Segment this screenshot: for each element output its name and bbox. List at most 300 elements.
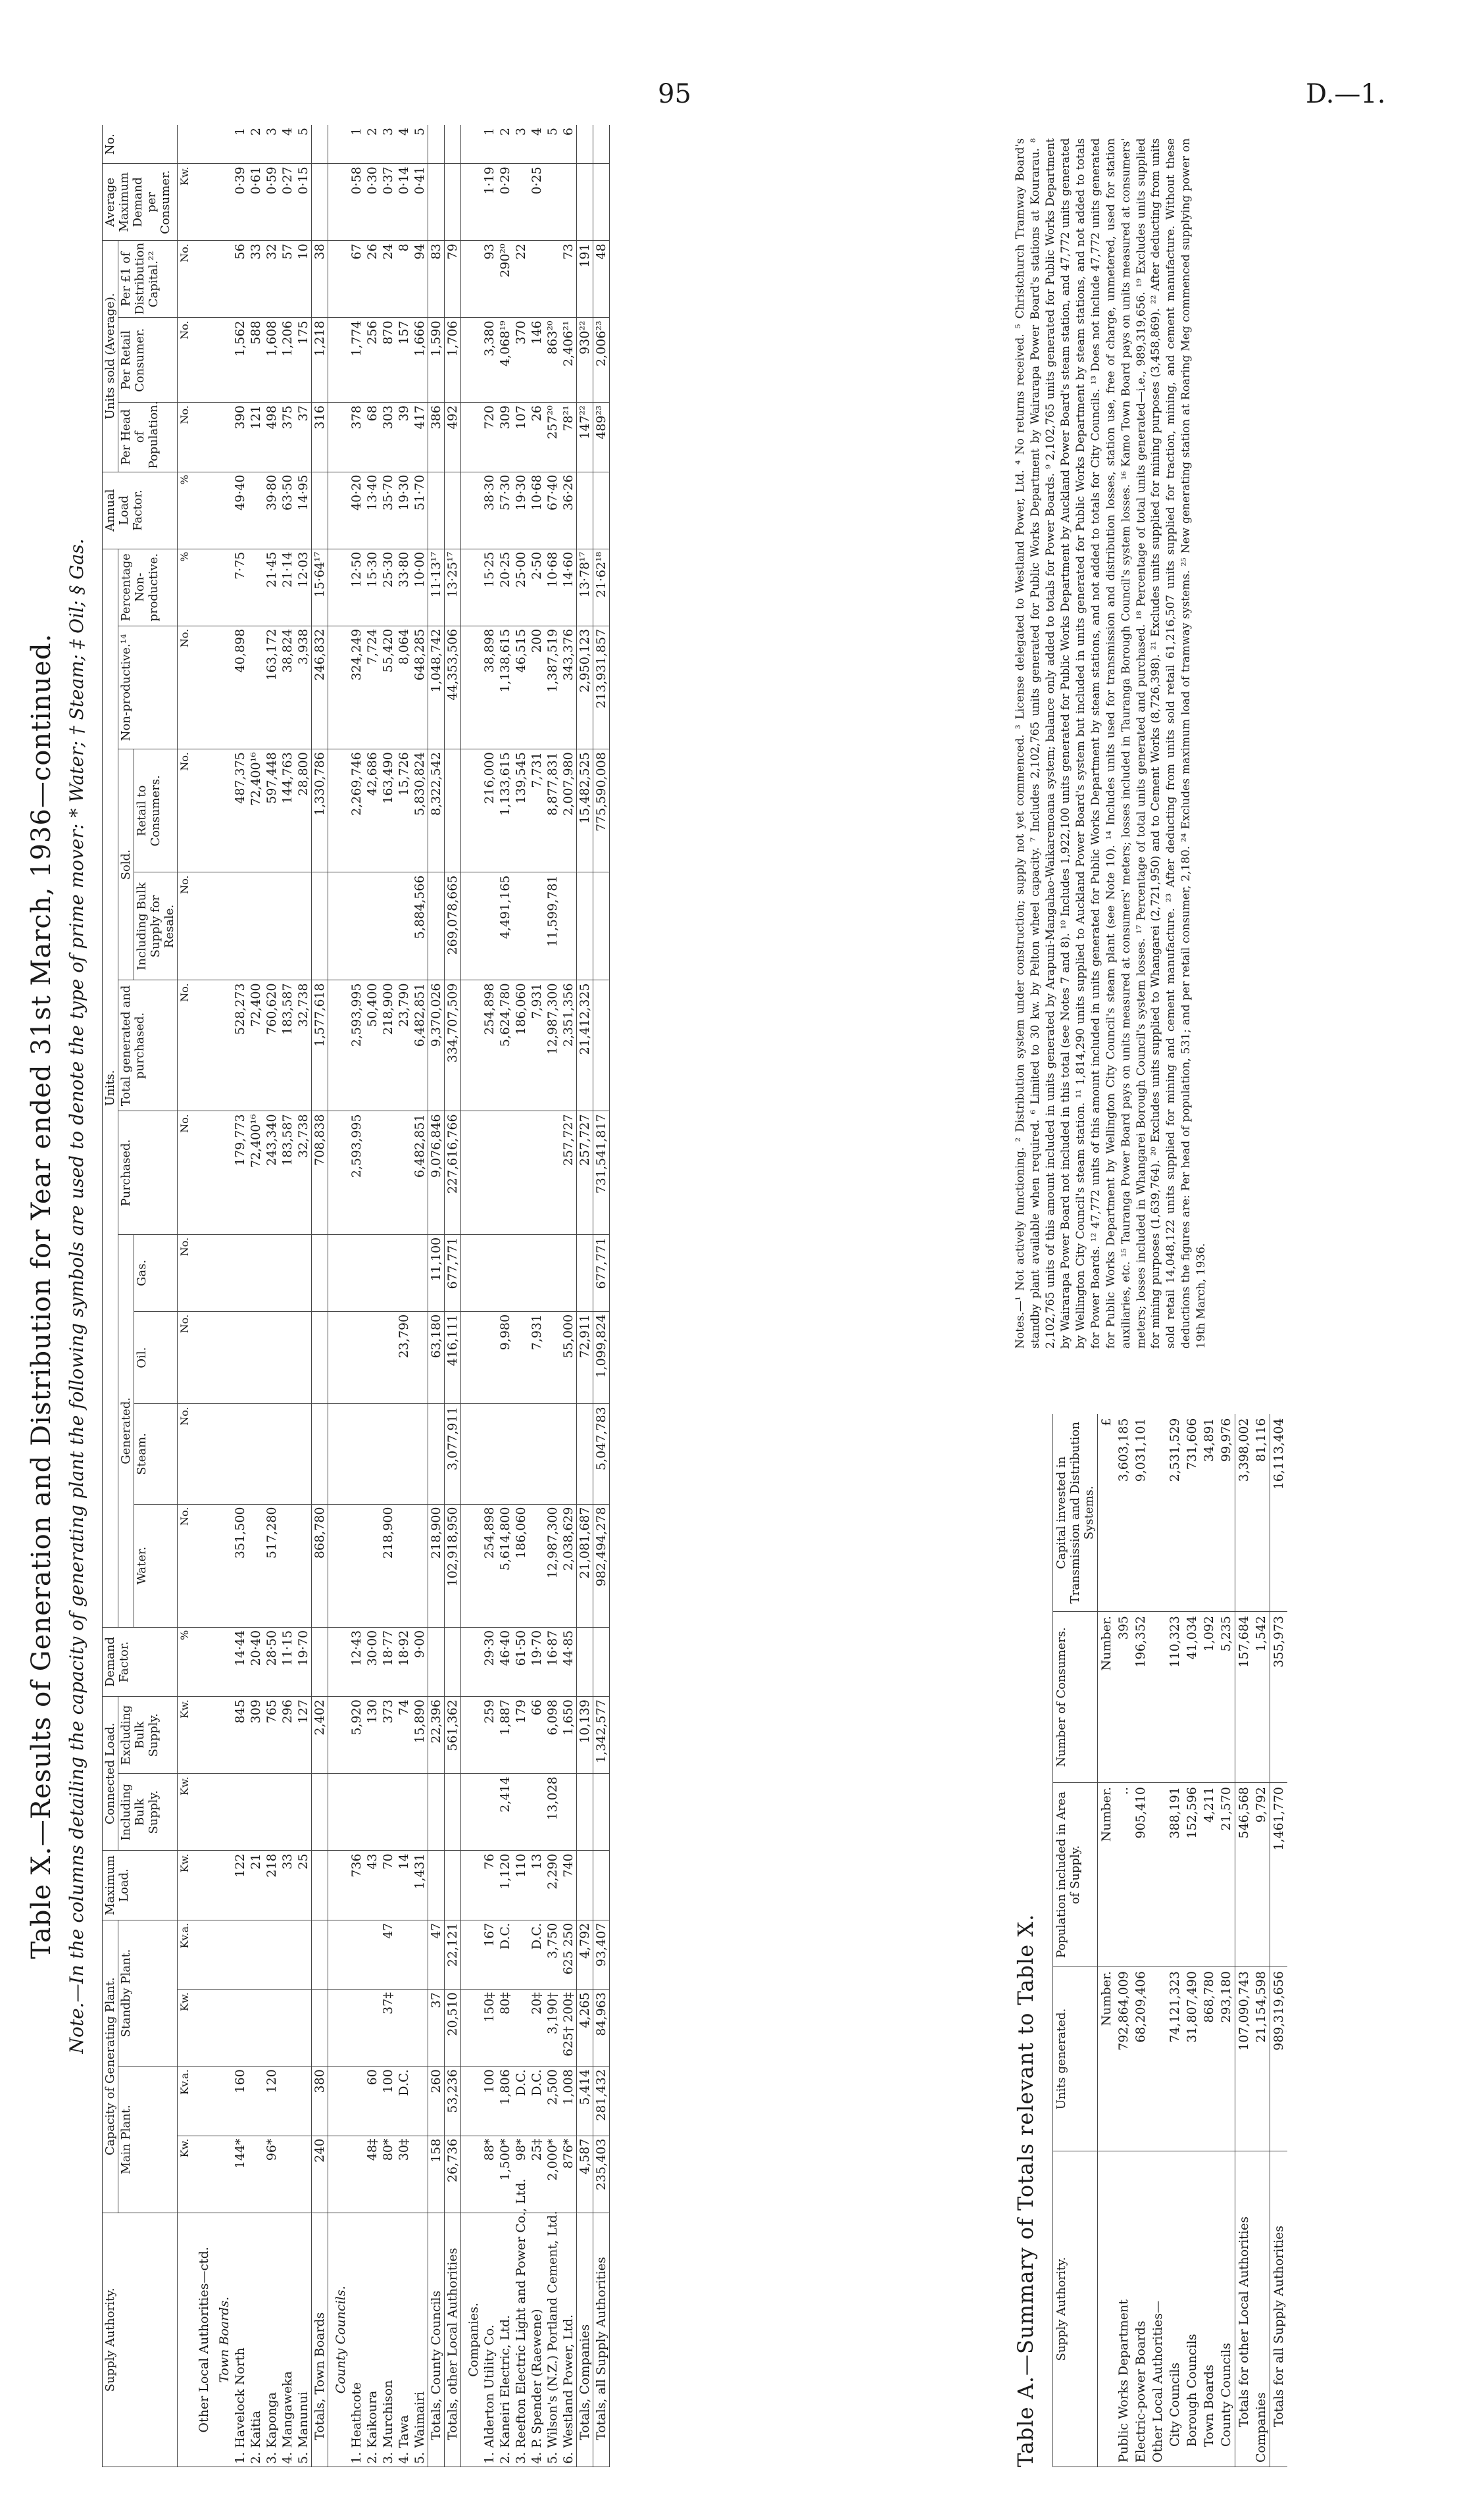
- table-cell: [545, 1404, 560, 1504]
- table-cell: [428, 164, 445, 241]
- table-cell: 200: [529, 626, 545, 749]
- table-cell: 183,587: [280, 980, 295, 1111]
- table-cell: [349, 2136, 364, 2213]
- table-cell: [280, 872, 295, 980]
- empty-cell: [328, 164, 349, 241]
- table-cell: 48‡: [364, 2136, 380, 2213]
- table-cell: 38,824: [280, 626, 295, 749]
- table-cell: 40·20: [349, 472, 364, 549]
- table-cell: 235,403: [593, 2136, 610, 2213]
- table-cell: 56: [232, 241, 248, 318]
- table-cell: 10: [295, 241, 312, 318]
- row-label: 1. Alderton Utility Co.: [482, 2213, 497, 2467]
- empty-cell: [461, 318, 482, 403]
- table-cell: 20,510: [445, 1990, 461, 2067]
- table-cell: [445, 164, 461, 241]
- table-cell: 26: [529, 403, 545, 472]
- table-cell: 1,342,577: [593, 1697, 610, 1774]
- table-cell: 99,976: [1218, 1415, 1235, 1612]
- row-label: 6. Westland Power, Ltd.: [560, 2213, 577, 2467]
- empty-cell: [212, 164, 232, 241]
- row-label: Town Boards: [1200, 2151, 1218, 2467]
- table-cell: [264, 1774, 280, 1851]
- table-cell: 11,100: [428, 1234, 445, 1311]
- total-row: [428, 125, 445, 2467]
- table-a-row: [1270, 1415, 1288, 2467]
- table-cell: 18·77: [380, 1627, 396, 1696]
- table-cell: 13·25¹⁷: [445, 549, 461, 626]
- table-cell: 930²²: [577, 318, 593, 403]
- table-cell: [1149, 1783, 1166, 1967]
- table-cell: [577, 1627, 593, 1696]
- table-cell: [264, 1404, 280, 1504]
- table-cell: 11·15: [280, 1627, 295, 1696]
- total-row: [312, 125, 328, 2467]
- row-label: Totals, Companies: [577, 2213, 593, 2467]
- table-cell: [577, 472, 593, 549]
- table-cell: [232, 1990, 248, 2067]
- table-cell: [280, 1504, 295, 1627]
- table-cell: 78²¹: [560, 403, 577, 472]
- table-cell: 386: [428, 403, 445, 472]
- unit-cell: No.: [178, 403, 192, 472]
- table-cell: 25: [295, 1851, 312, 1920]
- th-per-head: Per Head of Population.: [118, 403, 178, 472]
- section-heading-companies: [461, 125, 482, 2467]
- empty-cell: [191, 241, 212, 318]
- table-cell: 260: [428, 2067, 445, 2136]
- unit-cell: No.: [178, 1504, 192, 1627]
- table-a-header: [1053, 1415, 1098, 2467]
- table-cell: [545, 241, 560, 318]
- table-cell: 2,351,356: [560, 980, 577, 1111]
- empty-cell: [461, 980, 482, 1111]
- table-cell: [295, 2136, 312, 2213]
- empty-cell: [191, 1111, 212, 1234]
- empty-cell: [461, 241, 482, 318]
- table-cell: 2: [248, 125, 264, 164]
- table-cell: [295, 1774, 312, 1851]
- table-cell: 53,236: [445, 2067, 461, 2136]
- section-heading: [191, 125, 212, 2467]
- table-cell: 740: [560, 1851, 577, 1920]
- table-cell: 34,891: [1200, 1415, 1218, 1612]
- table-cell: 256: [364, 318, 380, 403]
- table-cell: [428, 1851, 445, 1920]
- table-cell: 1,133,615: [497, 749, 513, 872]
- table-cell: 218: [264, 1851, 280, 1920]
- table-cell: [593, 980, 610, 1111]
- table-cell: D.C.: [497, 1920, 513, 1989]
- unit-cell: No.: [178, 1404, 192, 1504]
- unit-cell: Kw.: [178, 1990, 192, 2067]
- th-oil: Oil.: [134, 1311, 178, 1403]
- table-cell: 868,780: [1200, 1967, 1218, 2151]
- table-cell: 8: [396, 241, 412, 318]
- table-cell: [396, 1774, 412, 1851]
- table-cell: [312, 1920, 328, 1989]
- table-cell: 0·58: [349, 164, 364, 241]
- table-cell: 254,898: [482, 1504, 497, 1627]
- table-cell: 334,707,509: [445, 980, 461, 1111]
- th-main-plant: Main Plant.: [118, 2067, 178, 2213]
- table-cell: [412, 1404, 428, 1504]
- empty-cell: [461, 549, 482, 626]
- table-cell: [482, 1311, 497, 1403]
- table-cell: 373: [380, 1697, 396, 1774]
- table-cell: 1,218: [312, 318, 328, 403]
- table-cell: 1,206: [280, 318, 295, 403]
- table-cell: 498: [264, 403, 280, 472]
- total-row-other-local: [445, 125, 461, 2467]
- table-cell: [482, 1774, 497, 1851]
- table-cell: 179,773: [232, 1111, 248, 1234]
- empty-cell: [328, 1774, 349, 1851]
- table-cell: 20‡: [529, 1990, 545, 2067]
- row-label: Companies: [1252, 2151, 1270, 2467]
- table-cell: 213,931,857: [593, 626, 610, 749]
- table-cell: [445, 1851, 461, 1920]
- table-cell: [312, 1990, 328, 2067]
- table-cell: 13·78¹⁷: [577, 549, 593, 626]
- table-cell: [280, 1404, 295, 1504]
- table-cell: 15,726: [396, 749, 412, 872]
- table-cell: [364, 1920, 380, 1989]
- th-pct-non-productive: Percentage Non-productive.: [118, 549, 178, 626]
- table-cell: [248, 2067, 264, 2136]
- page-number: 95: [658, 79, 691, 109]
- table-cell: [577, 1851, 593, 1920]
- empty-cell: [328, 872, 349, 980]
- table-cell: D.C.: [529, 2067, 545, 2136]
- table-cell: [593, 472, 610, 549]
- table-cell: 8,877,831: [545, 749, 560, 872]
- table-cell: 1: [349, 125, 364, 164]
- table-cell: 7,731: [529, 749, 545, 872]
- table-cell: 2,414: [497, 1774, 513, 1851]
- table-cell: 70: [380, 1851, 396, 1920]
- empty-cell: [328, 980, 349, 1111]
- table-cell: 9,792: [1252, 1783, 1270, 1967]
- table-cell: [312, 125, 328, 164]
- empty-cell: [212, 403, 232, 472]
- table-cell: [248, 626, 264, 749]
- empty-cell: [328, 1404, 349, 1504]
- table-note: Note.—In the columns detailing the capacity of generating plant the following symbols are used to denote the type of prime mover: * Water; † Steam; ‡ Oil; § Gas.: [66, 538, 87, 2054]
- table-cell: [497, 1111, 513, 1234]
- table-cell: 68,209,406: [1132, 1967, 1149, 2151]
- table-row: [364, 125, 380, 2467]
- table-cell: [513, 1111, 529, 1234]
- empty-cell: [178, 2213, 192, 2467]
- table-cell: 14·60: [560, 549, 577, 626]
- table-cell: 792,864,009: [1115, 1967, 1132, 2151]
- table-cell: 1,806: [497, 2067, 513, 2136]
- table-cell: 4: [529, 125, 545, 164]
- table-cell: [312, 1234, 328, 1311]
- table-cell: 1,774: [349, 318, 364, 403]
- total-row-companies: [577, 125, 593, 2467]
- th-connected-load: Connected Load.: [103, 1697, 118, 1851]
- table-cell: 21·14: [280, 549, 295, 626]
- table-cell: 55,000: [560, 1311, 577, 1403]
- table-cell: 158: [428, 2136, 445, 2213]
- table-cell: [280, 2136, 295, 2213]
- table-cell: [248, 1404, 264, 1504]
- table-cell: 68: [364, 403, 380, 472]
- table-cell: [248, 2136, 264, 2213]
- table-cell: 102,918,950: [445, 1504, 461, 1627]
- empty-cell: [212, 2067, 232, 2136]
- table-cell: 160: [232, 2067, 248, 2136]
- empty-cell: [328, 241, 349, 318]
- table-a-col-header: Supply Authority.: [1053, 2151, 1098, 2467]
- row-label: 5. Waimairi: [412, 2213, 428, 2467]
- table-cell: 46,515: [513, 626, 529, 749]
- table-cell: 73: [560, 241, 577, 318]
- table-cell: [412, 1774, 428, 1851]
- th-non-productive: Non-productive.¹⁴: [118, 626, 178, 749]
- table-cell: 0·30: [364, 164, 380, 241]
- table-cell: [380, 1311, 396, 1403]
- table-cell: [380, 872, 396, 980]
- table-cell: [497, 1234, 513, 1311]
- empty-cell: [461, 1627, 482, 1696]
- table-cell: 47: [380, 1920, 396, 1989]
- row-label: Borough Councils: [1183, 2151, 1200, 2467]
- table-cell: 1,099,824: [593, 1311, 610, 1403]
- results-table: [102, 125, 610, 2467]
- row-label: 3. Murchison: [380, 2213, 396, 2467]
- empty-cell: [328, 403, 349, 472]
- row-label: 2. Kaneiri Electric, Ltd.: [497, 2213, 513, 2467]
- row-label: City Councils: [1166, 2151, 1183, 2467]
- table-cell: [364, 1234, 380, 1311]
- table-cell: 147²²: [577, 403, 593, 472]
- table-cell: 19·70: [529, 1627, 545, 1696]
- table-cell: [396, 1234, 412, 1311]
- table-cell: 74: [396, 1697, 412, 1774]
- empty-cell: [461, 125, 482, 164]
- table-cell: 18·92: [396, 1627, 412, 1696]
- table-cell: 2,500: [545, 2067, 560, 2136]
- table-cell: 6,482,851: [412, 1111, 428, 1234]
- table-cell: 351,500: [232, 1504, 248, 1627]
- table-cell: 83: [428, 241, 445, 318]
- table-cell: 720: [482, 403, 497, 472]
- table-cell: 517,280: [264, 1504, 280, 1627]
- row-label: Totals, other Local Authorities: [445, 2213, 461, 2467]
- table-cell: [560, 872, 577, 980]
- table-cell: 2,406²¹: [560, 318, 577, 403]
- table-cell: D.C.: [529, 1920, 545, 1989]
- table-cell: 3,603,185: [1115, 1415, 1132, 1612]
- table-cell: 29·30: [482, 1627, 497, 1696]
- unit-cell: Kw.: [178, 164, 192, 241]
- empty-cell: [328, 1697, 349, 1774]
- empty-cell: [191, 872, 212, 980]
- empty-cell: [328, 1311, 349, 1403]
- table-cell: [412, 1990, 428, 2067]
- unit-cell: No.: [178, 626, 192, 749]
- table-cell: 5,830,824: [412, 749, 428, 872]
- table-cell: 648,285: [412, 626, 428, 749]
- empty-cell: [212, 1111, 232, 1234]
- table-cell: 290²⁰: [497, 241, 513, 318]
- table-cell: 48: [593, 241, 610, 318]
- table-cell: 3,190†: [545, 1990, 560, 2067]
- table-row: [482, 125, 497, 2467]
- table-cell: 324,249: [349, 626, 364, 749]
- empty-cell: [191, 318, 212, 403]
- table-cell: 1: [482, 125, 497, 164]
- table-cell: 152,596: [1183, 1783, 1200, 1967]
- section-subheading: [328, 125, 349, 2467]
- empty-cell: [328, 1504, 349, 1627]
- table-a-row: [1218, 1415, 1235, 2467]
- table-cell: 36·26: [560, 472, 577, 549]
- table-cell: 417: [412, 403, 428, 472]
- unit-cell: Number.: [1098, 1612, 1116, 1783]
- table-cell: [248, 1311, 264, 1403]
- table-cell: 257²⁰: [545, 403, 560, 472]
- table-cell: [364, 1774, 380, 1851]
- table-cell: 2,950,123: [577, 626, 593, 749]
- table-cell: 625 250: [560, 1920, 577, 1989]
- table-cell: [412, 1234, 428, 1311]
- table-cell: 15·30: [364, 549, 380, 626]
- table-cell: 61·50: [513, 1627, 529, 1696]
- table-cell: 2: [497, 125, 513, 164]
- empty-cell: [212, 1311, 232, 1403]
- empty-cell: [191, 2067, 212, 2136]
- th-purchased: Purchased.: [118, 1111, 178, 1234]
- table-cell: [482, 1234, 497, 1311]
- table-cell: [1149, 1612, 1166, 1783]
- table-cell: 765: [264, 1697, 280, 1774]
- table-cell: [428, 1627, 445, 1696]
- page-code: D.—1.: [1306, 79, 1386, 109]
- table-cell: [560, 164, 577, 241]
- table-cell: 0·14: [396, 164, 412, 241]
- empty-cell: [461, 626, 482, 749]
- table-cell: 395: [1115, 1612, 1132, 1783]
- table-cell: 489²³: [593, 403, 610, 472]
- table-row: [349, 125, 364, 2467]
- table-cell: 19·30: [396, 472, 412, 549]
- table-a: [1052, 1415, 1287, 2468]
- th-per-distribution: Per £1 of Distribution Capital.²²: [118, 241, 178, 318]
- table-cell: [412, 1920, 428, 1989]
- table-cell: 196,352: [1132, 1612, 1149, 1783]
- table-cell: 146: [529, 318, 545, 403]
- table-cell: [380, 1111, 396, 1234]
- table-cell: 32,738: [295, 980, 312, 1111]
- table-cell: [232, 1774, 248, 1851]
- table-row: [280, 125, 295, 2467]
- table-cell: 30·00: [364, 1627, 380, 1696]
- table-cell: ..: [1115, 1783, 1132, 1967]
- table-cell: 380: [312, 2067, 328, 2136]
- table-cell: 15·64¹⁷: [312, 549, 328, 626]
- table-cell: [364, 872, 380, 980]
- table-cell: 3,380: [482, 318, 497, 403]
- empty-cell: [212, 626, 232, 749]
- table-cell: [428, 1404, 445, 1504]
- table-cell: 110: [513, 1851, 529, 1920]
- table-cell: 22,121: [445, 1920, 461, 1989]
- table-cell: 3: [264, 125, 280, 164]
- table-cell: [312, 472, 328, 549]
- table-cell: 25·00: [513, 549, 529, 626]
- empty-cell: [328, 125, 349, 164]
- unit-cell: No.: [178, 1234, 192, 1311]
- table-cell: 37‡: [380, 1990, 396, 2067]
- table-cell: 74,121,323: [1166, 1967, 1183, 2151]
- th-total-gen-purch: Total generated and purchased.: [118, 980, 178, 1111]
- table-cell: 3,750: [545, 1920, 560, 1989]
- table-cell: [577, 1774, 593, 1851]
- empty-cell: [191, 1504, 212, 1627]
- empty-cell: [328, 749, 349, 872]
- table-cell: [349, 1504, 364, 1627]
- table-cell: [396, 1111, 412, 1234]
- row-label: Totals, County Councils: [428, 2213, 445, 2467]
- table-cell: 163,490: [380, 749, 396, 872]
- table-cell: [513, 1990, 529, 2067]
- table-cell: 355,973: [1270, 1612, 1288, 1783]
- empty-cell: [191, 2136, 212, 2213]
- empty-cell: [328, 1920, 349, 1989]
- unit-cell: Kw.: [178, 1697, 192, 1774]
- table-cell: 2,531,529: [1166, 1415, 1183, 1612]
- table-cell: 39: [396, 403, 412, 472]
- table-cell: 28·50: [264, 1627, 280, 1696]
- th-annual-load-factor: Annual Load Factor.: [103, 472, 178, 549]
- table-cell: 1,887: [497, 1697, 513, 1774]
- unit-cell: %: [178, 1627, 192, 1696]
- empty-cell: [178, 125, 192, 164]
- table-cell: 775,590,008: [593, 749, 610, 872]
- table-cell: 72,400¹⁶: [248, 1111, 264, 1234]
- table-cell: [312, 1404, 328, 1504]
- table-cell: 183,587: [280, 1111, 295, 1234]
- empty-cell: [212, 1234, 232, 1311]
- table-cell: 0·15: [295, 164, 312, 241]
- table-cell: 9,980: [497, 1311, 513, 1403]
- table-cell: 80*: [380, 2136, 396, 2213]
- table-cell: 677,771: [593, 1234, 610, 1311]
- empty-cell: [212, 1504, 232, 1627]
- table-cell: 281,432: [593, 2067, 610, 2136]
- table-cell: 218,900: [380, 1504, 396, 1627]
- table-cell: 2,593,995: [349, 1111, 364, 1234]
- row-label: 4. Tawa: [396, 2213, 412, 2467]
- table-cell: 2,007,980: [560, 749, 577, 872]
- results-table-body: [178, 125, 610, 2467]
- table-cell: [349, 1234, 364, 1311]
- units-row: [178, 125, 192, 2467]
- table-cell: [248, 1774, 264, 1851]
- table-cell: [445, 125, 461, 164]
- table-title: Table X.—Results of Generation and Distribution for Year ended 31st March, 1936—continued.: [26, 633, 57, 1959]
- table-cell: [428, 1774, 445, 1851]
- table-cell: 1,706: [445, 318, 461, 403]
- table-cell: [280, 1990, 295, 2067]
- table-cell: [280, 2067, 295, 2136]
- table-cell: 13: [529, 1851, 545, 1920]
- table-cell: 26,736: [445, 2136, 461, 2213]
